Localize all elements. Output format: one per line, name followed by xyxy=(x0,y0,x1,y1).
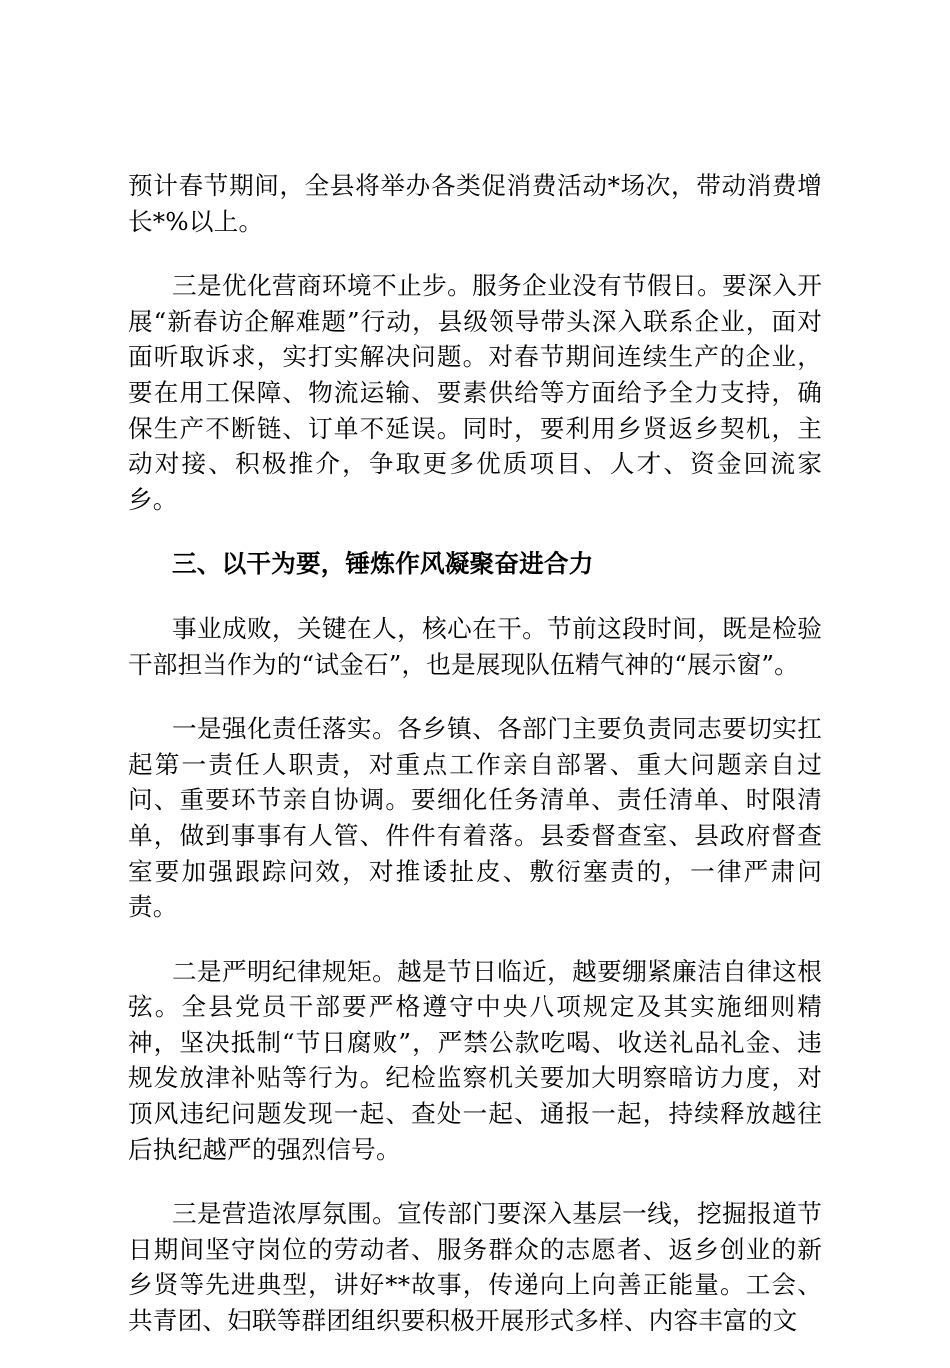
paragraph-business-environment: 三是优化营商环境不止步。服务企业没有节假日。要深入开展“新春访企解难题”行动，县级领导带头深入联系企业，面对面听取诉求，实打实解决问题。对春节期间连续生产的企业，要在用工保障、物流运输、要素供给等方面给予全力支持，确保生产不断链、订单不延误。同时，要利用乡贤返乡契机，主动对接、积极推介，争取更多优质项目、人才、资金回流家乡。 xyxy=(128,271,822,514)
paragraph-discipline: 二是严明纪律规矩。越是节日临近，越要绷紧廉洁自律这根弦。全县党员干部要严格遵守中央八项规定及其实施细则精神，坚决抵制“节日腐败”，严禁公款吃喝、收送礼品礼金、违规发放津补贴等行为。纪检监察机关要加大明察暗访力度，对顶风违纪问题发现一起、查处一起、通报一起，持续释放越往后执纪越严的强烈信号。 xyxy=(128,956,822,1164)
document-body xyxy=(128,168,822,1368)
paragraph-section-intro: 事业成败，关键在人，核心在干。节前这段时间，既是检验干部担当作为的“试金石”，也是展现队伍精气神的“展示窗”。 xyxy=(128,613,822,679)
paragraph-atmosphere: 三是营造浓厚氛围。宣传部门要深入基层一线，挖掘报道节日期间坚守岗位的劳动者、服务群众的志愿者、返乡创业的新乡贤等先进典型，讲好**故事，传递向上向善正能量。工会、共青团、妇联等群团组织要积极开展形式多样、内容丰富的文 xyxy=(128,1199,822,1336)
section-heading-3: 三、以干为要，锤炼作风凝聚奋进合力 xyxy=(172,549,594,579)
paragraph-consumption-forecast: 预计春节期间，全县将举办各类促消费活动*场次，带动消费增长*%以上。 xyxy=(128,171,822,236)
paragraph-responsibility: 一是强化责任落实。各乡镇、各部门主要负责同志要切实扛起第一责任人职责，对重点工作亲自部署、重大问题亲自过问、重要环节亲自协调。要细化任务清单、责任清单、时限清单，做到事事有人管、件件有着落。县委督查室、县政府督查室要加强跟踪问效，对推诿扯皮、敷衍塞责的，一律严肃问责。 xyxy=(128,714,822,922)
